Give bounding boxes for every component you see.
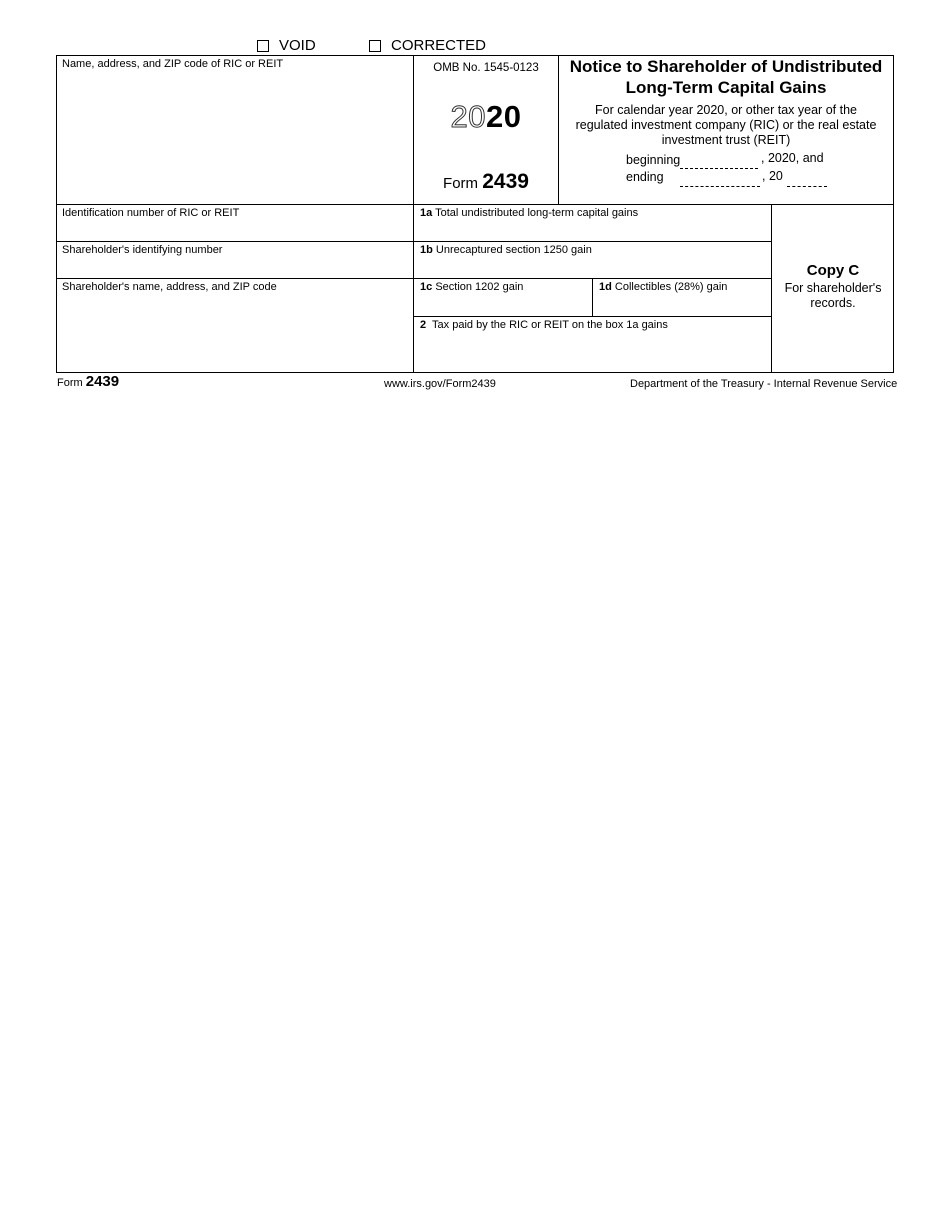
copy-c-subtext: For shareholder's records.: [784, 281, 882, 310]
box-1a-text: Total undistributed long-term capital gains: [435, 207, 639, 219]
void-label: VOID: [279, 37, 316, 54]
status-checkbox-row: [0, 37, 950, 55]
box-1a-label: [420, 207, 638, 220]
box-2-number: 2: [420, 319, 427, 331]
divider: [56, 241, 772, 242]
shareholder-name-field[interactable]: [58, 296, 411, 371]
shareholder-id-label: Shareholder's identifying number: [62, 244, 223, 256]
box-1b-label: [420, 244, 592, 257]
payer-id-label: Identification number of RIC or REIT: [62, 207, 240, 219]
form-number-value: 2439: [482, 170, 529, 193]
divider: [56, 204, 894, 205]
ending-label: ending: [626, 170, 664, 184]
beginning-label: beginning: [626, 153, 681, 167]
tax-year: [414, 97, 558, 137]
corrected-label: CORRECTED: [391, 37, 487, 54]
box-1d-text: Collectibles (28%) gain: [614, 281, 728, 293]
omb-number: OMB No. 1545-0123: [433, 62, 539, 74]
tax-year-outline: 20: [450, 99, 486, 134]
corrected-checkbox[interactable]: [369, 40, 381, 52]
payer-name-field[interactable]: [58, 73, 411, 202]
box-2-text: Tax paid by the RIC or REIT on the box 1a gains: [432, 319, 668, 331]
calendar-year-text: For calendar year 2020, or other tax year of the regulated investment company (RIC) or the real estate investment trust (REIT): [575, 103, 877, 147]
payer-id-field[interactable]: [58, 221, 411, 240]
footer-form-id: [57, 373, 119, 392]
box-1c-text: Section 1202 gain: [435, 281, 524, 293]
box-1d-number: 1d: [599, 281, 612, 293]
footer-agency: Department of the Treasury - Internal Revenue Service: [630, 378, 898, 390]
footer-form-number: 2439: [85, 373, 120, 390]
shareholder-name-label: Shareholder's name, address, and ZIP code: [62, 281, 277, 293]
divider: [56, 278, 772, 279]
tax-year-bold: 20: [486, 99, 522, 134]
void-checkbox[interactable]: [257, 40, 269, 52]
ending-date-field[interactable]: [680, 172, 760, 187]
box-2-field[interactable]: [416, 334, 769, 370]
box-1a-number: 1a: [420, 207, 433, 219]
form-number: [414, 170, 558, 194]
box-1a-field[interactable]: [416, 221, 769, 240]
form-word: Form: [443, 175, 479, 192]
box-1b-field[interactable]: [416, 258, 769, 277]
ending-suffix: , 20: [762, 169, 783, 183]
box-1b-number: 1b: [420, 244, 433, 256]
box-1b-text: Unrecaptured section 1250 gain: [435, 244, 592, 256]
payer-name-label: Name, address, and ZIP code of RIC or REIT: [62, 58, 284, 70]
copy-c-label: Copy C: [806, 262, 860, 279]
shareholder-id-field[interactable]: [58, 258, 411, 277]
footer-form-word: Form: [57, 377, 83, 389]
divider: [592, 279, 593, 317]
box-1d-field[interactable]: [595, 296, 769, 315]
box-1c-label: [420, 281, 523, 294]
box-1d-label: [599, 281, 727, 294]
box-2-label: [420, 319, 668, 332]
divider: [414, 316, 772, 317]
form-title: Notice to Shareholder of Undistributed Long-Term Capital Gains: [569, 57, 883, 97]
footer-url: www.irs.gov/Form2439: [384, 378, 496, 390]
box-1c-number: 1c: [420, 281, 433, 293]
ending-year-field[interactable]: [787, 172, 827, 187]
beginning-date-field[interactable]: [680, 154, 758, 169]
beginning-suffix: , 2020, and: [761, 151, 824, 165]
box-1c-field[interactable]: [416, 296, 590, 315]
